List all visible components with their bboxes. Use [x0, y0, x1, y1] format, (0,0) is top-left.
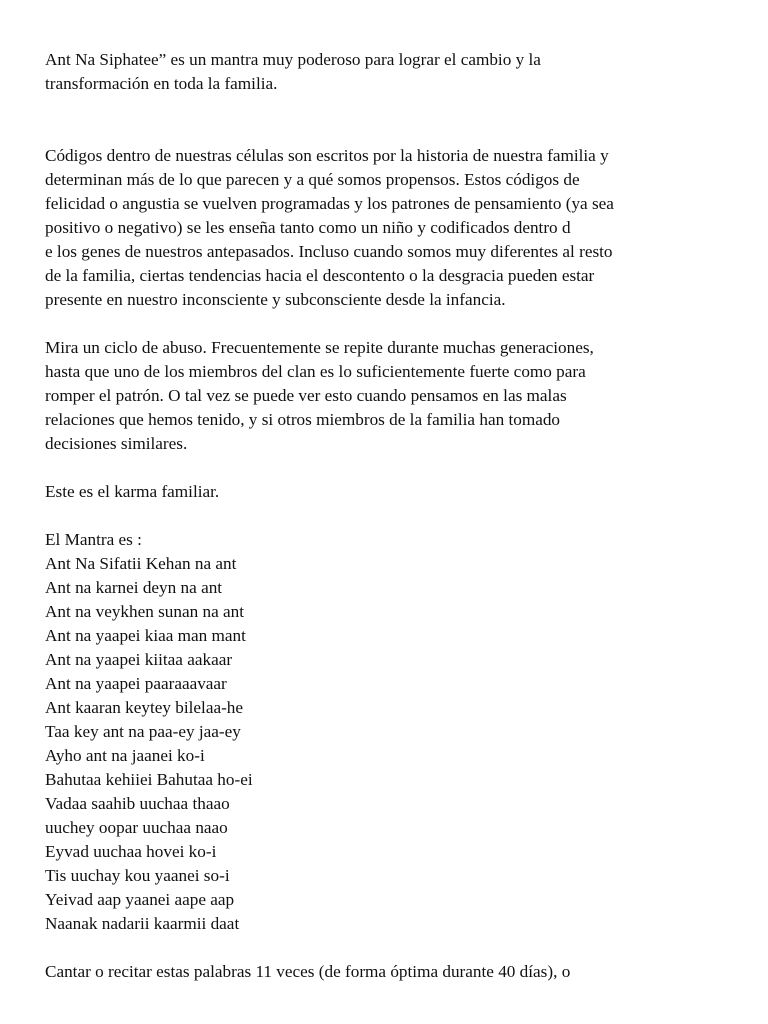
text-line: Mira un ciclo de abuso. Frecuentemente se repite durante muchas generaciones, — [45, 338, 594, 357]
mantra-line: Ayho ant na jaanei ko-i — [45, 746, 205, 765]
mantra-line: Ant na yaapei kiaa man mant — [45, 626, 246, 645]
paragraph-spacer — [45, 312, 745, 336]
mantra-line: Eyvad uuchaa hovei ko-i — [45, 842, 217, 861]
paragraph-spacer — [45, 456, 745, 480]
text-line: e los genes de nuestros antepasados. Incluso cuando somos muy diferentes al resto — [45, 242, 613, 261]
mantra-line: Ant Na Sifatii Kehan na ant — [45, 554, 237, 573]
text-line: positivo o negativo) se les enseña tanto como un niño y codificados dentro d — [45, 218, 571, 237]
text-line: presente en nuestro inconsciente y subconsciente desde la infancia. — [45, 290, 506, 309]
paragraph-spacer — [45, 936, 745, 960]
text-line: Cantar o recitar estas palabras 11 veces (de forma óptima durante 40 días), o — [45, 962, 571, 981]
document-page — [45, 48, 745, 984]
mantra-line: Bahutaa kehiiei Bahutaa ho-ei — [45, 770, 253, 789]
karma-paragraph — [45, 480, 745, 504]
mantra-block — [45, 528, 745, 936]
text-line: romper el patrón. O tal vez se puede ver esto cuando pensamos en las malas — [45, 386, 567, 405]
mantra-line: Ant na yaapei kiitaa aakaar — [45, 650, 233, 669]
mantra-line: Vadaa saahib uuchaa thaao — [45, 794, 230, 813]
text-line: determinan más de lo que parecen y a qué somos propensos. Estos códigos de — [45, 170, 580, 189]
codes-paragraph — [45, 144, 745, 312]
text-line: relaciones que hemos tenido, y si otros miembros de la familia han tomado — [45, 410, 561, 429]
paragraph-spacer — [45, 96, 745, 144]
paragraph-spacer — [45, 504, 745, 528]
closing-paragraph — [45, 960, 745, 984]
mantra-line: Ant na yaapei paaraaavaar — [45, 674, 227, 693]
mantra-line: Ant kaaran keytey bilelaa-he — [45, 698, 244, 717]
mantra-line: Yeivad aap yaanei aape aap — [45, 890, 235, 909]
text-line: decisiones similares. — [45, 434, 188, 453]
text-line: felicidad o angustia se vuelven programadas y los patrones de pensamiento (ya sea — [45, 194, 614, 213]
intro-paragraph — [45, 48, 745, 96]
text-line: hasta que uno de los miembros del clan es lo suficientemente fuerte como para — [45, 362, 586, 381]
mantra-line: Ant na karnei deyn na ant — [45, 578, 223, 597]
mantra-line: Naanak nadarii kaarmii daat — [45, 914, 240, 933]
text-line: Este es el karma familiar. — [45, 482, 220, 501]
text-line: Ant Na Siphatee” es un mantra muy poderoso para lograr el cambio y la — [45, 50, 541, 69]
mantra-line: Tis uuchay kou yaanei so-i — [45, 866, 230, 885]
mantra-heading: El Mantra es : — [45, 530, 142, 549]
text-line: de la familia, ciertas tendencias hacia el descontento o la desgracia pueden estar — [45, 266, 595, 285]
abuse-paragraph — [45, 336, 745, 456]
text-line: Códigos dentro de nuestras células son escritos por la historia de nuestra familia y — [45, 146, 609, 165]
mantra-line: Taa key ant na paa-ey jaa-ey — [45, 722, 241, 741]
text-line: transformación en toda la familia. — [45, 74, 278, 93]
mantra-line: uuchey oopar uuchaa naao — [45, 818, 228, 837]
mantra-line: Ant na veykhen sunan na ant — [45, 602, 245, 621]
